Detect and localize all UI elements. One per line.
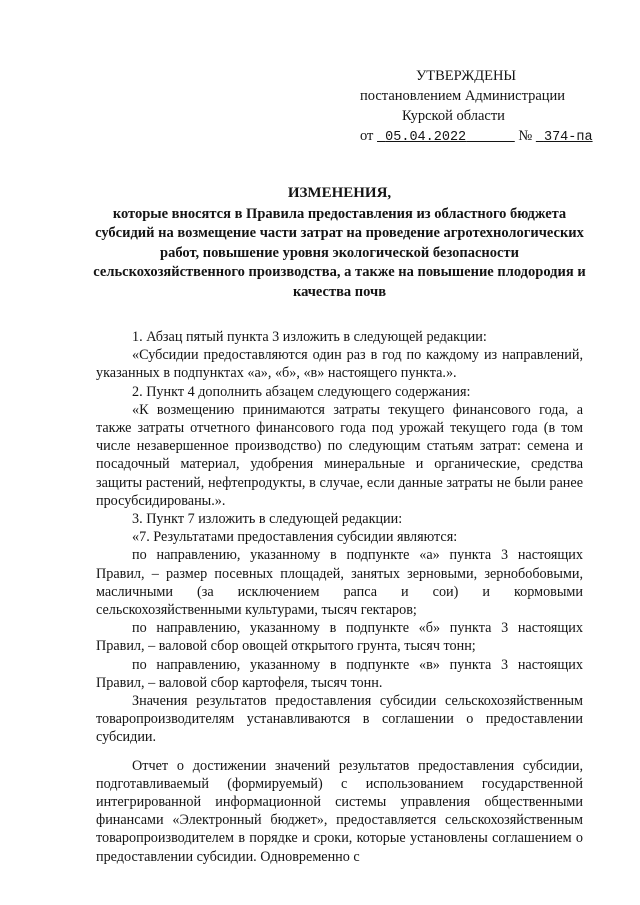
title-heading: ИЗМЕНЕНИЯ, xyxy=(287,185,392,201)
paragraph: «К возмещению принимаются затраты текущего финансового года, а также затраты отчетного финансового года под урожай текущего года (в том числе незавершенное производство) по следующим статьям затрат: семена и посадочный материал, удобрения минеральные и органические, средства защиты растений, нефтепродукты, в случае, если данные затраты не были ранее просубсидированы.». xyxy=(96,401,583,509)
paragraph: Значения результатов предоставления субсидии сельскохозяйственным товаропроизводителям устанавливаются в соглашении о предоставлении субсидии. xyxy=(96,693,583,746)
approval-date-line xyxy=(360,126,593,148)
paragraph: 3. Пункт 7 изложить в следующей редакции: xyxy=(132,511,403,528)
approval-region: Курской области xyxy=(402,108,505,124)
paragraph: Отчет о достижении значений результатов предоставления субсидии, подготавливаемый (формируемый) с использованием государственной интегрированной информационной системы управления общественными финансами «Электронный бюджет», предоставляется сельскохозяйственным товаропроизводителем в порядке и сроки, которые установлены соглашением о предоставлении субсидии. Одновременно с xyxy=(96,757,583,865)
approval-heading: УТВЕРЖДЕНЫ xyxy=(416,68,517,84)
approval-number: 374-па xyxy=(543,130,593,145)
paragraph: «Субсидии предоставляются один раз в год по каждому из направлений, указанных в подпунктах «а», «б», «в» настоящего пункта.». xyxy=(96,347,583,382)
approval-stamp xyxy=(360,66,593,148)
paragraph: 2. Пункт 4 дополнить абзацем следующего содержания: xyxy=(132,383,471,400)
paragraph: по направлению, указанному в подпункте «в» пункта 3 настоящих Правил, – валовой сбор картофеля, тысяч тонн. xyxy=(96,656,583,691)
date-prefix: от xyxy=(360,128,374,144)
title-subtitle: которые вносятся в Правила предоставления из областного бюджета субсидий на возмещение части затрат на проведение агротехнологических работ, повышение уровня экологической безопасности сельскохозяйственного производства, а также на повышение плодородия и качества почв xyxy=(93,205,586,300)
document-body xyxy=(96,328,583,866)
paragraph: «7. Результатами предоставления субсидии являются: xyxy=(132,529,458,546)
paragraph: по направлению, указанному в подпункте «б» пункта 3 настоящих Правил, – валовой сбор овощей открытого грунта, тысяч тонн; xyxy=(96,620,583,655)
approval-authority: постановлением Администрации xyxy=(360,88,566,104)
paragraph: 1. Абзац пятый пункта 3 изложить в следующей редакции: xyxy=(132,329,487,345)
number-prefix: № xyxy=(518,128,533,144)
paragraph: по направлению, указанному в подпункте «а» пункта 3 настоящих Правил, – размер посевных площадей, занятых зерновыми, зернобобовыми, масличными (за исключением рапса и сои) и кормовыми сельскохозяйственными культурами, тысяч гектаров; xyxy=(96,547,583,619)
approval-date: 05.04.2022 xyxy=(385,130,467,145)
document-title xyxy=(92,184,587,303)
